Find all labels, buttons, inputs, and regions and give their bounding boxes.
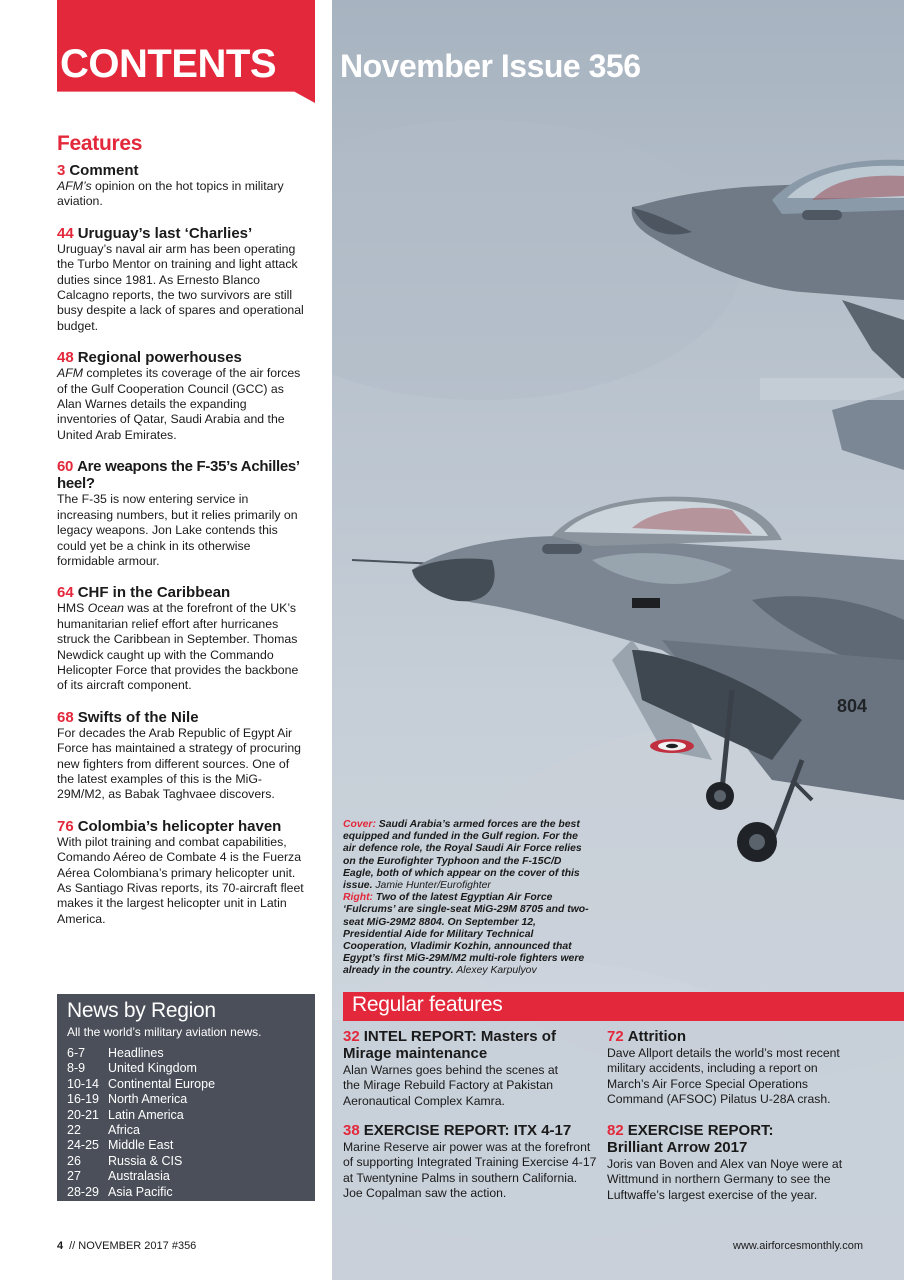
news-pages: 27 — [67, 1169, 81, 1184]
news-region: Middle East — [108, 1138, 174, 1153]
regular-title: EXERCISE REPORT: ITX 4-17 — [363, 1122, 572, 1139]
news-row[interactable] — [67, 1108, 305, 1123]
regular-title: EXERCISE REPORT: Brilliant Arrow 2017 — [607, 1122, 774, 1156]
news-row[interactable] — [67, 1154, 305, 1169]
news-region: Headlines — [108, 1046, 164, 1060]
feature-item[interactable] — [57, 818, 307, 927]
news-pages: 28-29 — [67, 1184, 99, 1199]
regular-body: Dave Allport details the world’s most recent military accidents, including a report on March’s Air Force Special Operations Command (AFSOC) Pilatus U-28A crash. — [607, 1046, 840, 1106]
news-row[interactable] — [67, 1046, 305, 1061]
news-pages: 24-25 — [67, 1138, 99, 1153]
feature-item[interactable] — [57, 584, 307, 693]
footer-issue — [57, 1240, 196, 1252]
regular-page: 32 — [343, 1028, 360, 1045]
news-row[interactable] — [67, 1169, 305, 1184]
regular-body: Alan Warnes goes behind the scenes at the Mirage Rebuild Factory at Pakistan Aeronautical Complex Kamra. — [343, 1063, 558, 1108]
feature-title: Comment — [69, 162, 139, 179]
tail-number: 804 — [837, 696, 868, 716]
feature-page: 44 — [57, 224, 74, 242]
regular-item[interactable] — [607, 1028, 862, 1107]
regular-body: Joris van Boven and Alex van Noye were at Wittmund in northern Germany to see the Luftwaffe’s largest exercise of the year. — [607, 1157, 843, 1202]
regular-body: Marine Reserve air power was at the forefront of supporting Integrated Training Exercise 4-17 at Twentynine Palms in southern California. Joe Copalman saw the action. — [343, 1140, 597, 1200]
feature-body: opinion on the hot topics in military aviation. — [57, 179, 284, 209]
news-region: United Kingdom — [108, 1061, 197, 1076]
news-region: Asia Pacific — [108, 1184, 173, 1199]
page-number: 4 — [57, 1240, 64, 1252]
feature-title: Are weapons the F-35’s Achilles’ heel? — [57, 458, 299, 493]
feature-title: CHF in the Caribbean — [77, 584, 231, 602]
contents-title: CONTENTS — [60, 42, 276, 86]
feature-body-prefix: HMS — [57, 601, 88, 616]
feature-page: 76 — [57, 817, 74, 835]
cover-caption-text: Saudi Arabia’s armed forces are the best equipped and funded in the Gulf region. For the air defence role, the Royal Saudi Air Force relies on the Eurofighter Typhoon and the F-15C/D Eagle, both of which appear on the cover of this issue. — [343, 819, 582, 892]
feature-item[interactable] — [57, 162, 307, 210]
news-row[interactable] — [67, 1138, 305, 1153]
feature-page: 68 — [57, 708, 74, 726]
regular-page: 72 — [607, 1028, 624, 1045]
feature-item[interactable] — [57, 225, 307, 334]
news-region: Russia & CIS — [108, 1153, 183, 1168]
features-heading: Features — [57, 132, 143, 155]
feature-page: 48 — [57, 349, 74, 367]
news-region: Latin America — [108, 1107, 184, 1122]
regular-item[interactable] — [607, 1122, 862, 1203]
regular-item[interactable] — [343, 1122, 598, 1201]
feature-body-italic: AFM’s — [57, 179, 92, 193]
feature-page: 64 — [57, 584, 74, 602]
regular-title: INTEL REPORT: Masters of Mirage maintenance — [343, 1028, 556, 1062]
news-region: North America — [108, 1092, 188, 1107]
regular-title: Attrition — [627, 1028, 687, 1045]
right-caption-credit: Alexey Karpulyov — [456, 965, 537, 977]
feature-body: completes its coverage of the air forces of the Gulf Cooperation Council (GCC) as Alan Warnes details the expanding inventories of Qatar, Saudi Arabia and the United Arab Emirates. — [57, 366, 301, 442]
news-pages: 8-9 — [67, 1061, 86, 1076]
feature-page: 3 — [57, 162, 66, 179]
feature-body-italic: AFM — [57, 366, 83, 381]
feature-title: Swifts of the Nile — [77, 708, 199, 726]
feature-body-italic: Ocean — [87, 601, 124, 616]
news-subtitle: All the world’s military aviation news. — [67, 1025, 262, 1039]
regular-page: 82 — [607, 1122, 624, 1139]
feature-title: Uruguay’s last ‘Charlies’ — [77, 224, 253, 242]
news-region: Continental Europe — [108, 1076, 216, 1091]
photo-captions — [343, 819, 593, 978]
news-pages: 22 — [67, 1123, 81, 1138]
news-row[interactable] — [67, 1123, 305, 1138]
cover-caption-credit: Jamie Hunter/Eurofighter — [375, 880, 491, 892]
feature-item[interactable] — [57, 709, 307, 803]
regular-item[interactable] — [343, 1028, 598, 1109]
feature-title: Regional powerhouses — [77, 349, 242, 367]
issue-title: November Issue 356 — [340, 48, 641, 84]
news-pages: 16-19 — [67, 1092, 99, 1107]
news-row[interactable] — [67, 1092, 305, 1107]
news-pages: 10-14 — [67, 1076, 99, 1091]
regular-features-heading: Regular features — [352, 993, 503, 1016]
news-by-region-box — [57, 994, 315, 1201]
news-pages: 26 — [67, 1153, 81, 1168]
cover-caption-label: Cover: — [343, 819, 376, 830]
news-row[interactable] — [67, 1185, 305, 1200]
news-region: Africa — [108, 1123, 140, 1138]
feature-item[interactable] — [57, 349, 307, 443]
regular-page: 38 — [343, 1122, 360, 1139]
news-region: Australasia — [108, 1169, 170, 1184]
right-caption-label: Right: — [343, 892, 374, 904]
news-row[interactable] — [67, 1077, 305, 1092]
footer-issue-line: // NOVEMBER 2017 #356 — [69, 1240, 197, 1252]
feature-title: Colombia’s helicopter haven — [77, 817, 282, 835]
feature-body: With pilot training and combat capabilities, Comando Aéreo de Combate 4 is the Fuerza Aérea Colombiana’s primary helicopter unit. As Santiago Rivas reports, its 70-aircraft fleet makes it the largest helicopter unit in Latin America. — [57, 834, 304, 926]
news-heading: News by Region — [67, 999, 216, 1022]
feature-body: The F-35 is now entering service in increasing numbers, but it relies primarily on legacy weapons. Jon Lake contends this could yet be a chink in its otherwise formidable armour. — [57, 492, 298, 568]
news-pages: 6-7 — [67, 1046, 86, 1060]
right-caption-text: Two of the latest Egyptian Air Force ‘Fulcrums’ are single-seat MiG-29M 8705 and two-seat MiG-29M2 8804. On September 12, Presidential Aide for Military Technical Cooperation, Vladimir Kozhin, announced that Egypt’s first MiG-29M/M2 multi-role fighters were already in the country. — [343, 892, 589, 977]
footer-url[interactable]: www.airforcesmonthly.com — [733, 1240, 863, 1252]
features-section — [57, 132, 307, 942]
feature-body: was at the forefront of the UK’s humanitarian relief effort after hurricanes struck the Caribbean in September. Thomas Newdick caught up with the Commando Helicopter Force that provides the backbone of its aircraft component. — [57, 601, 299, 693]
feature-item[interactable] — [57, 458, 307, 569]
feature-body: Uruguay’s naval air arm has been operating the Turbo Mentor on training and light attack duties since 1981. As Ernesto Blanco Calcagno reports, the two survivors are still busy despite a lack of spares and operational budget. — [57, 241, 304, 333]
feature-page: 60 — [57, 458, 74, 476]
regular-features-bar — [343, 992, 904, 1021]
news-pages: 20-21 — [67, 1107, 99, 1122]
news-row[interactable] — [67, 1061, 305, 1076]
feature-body: For decades the Arab Republic of Egypt Air Force has maintained a strategy of procuring new fighters from different sources. One of the latest examples of this is the MiG-29M/M2, as Babak Taghvaee discovers. — [57, 725, 302, 802]
